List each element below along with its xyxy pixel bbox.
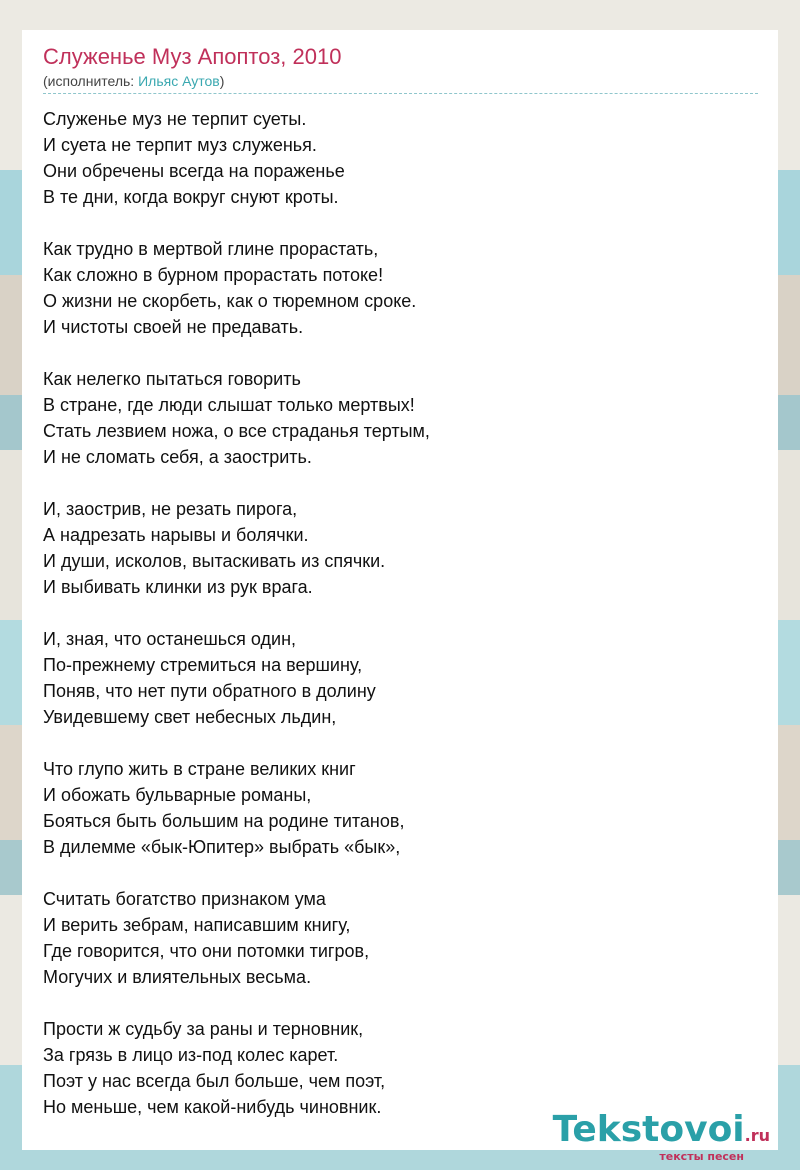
lyric-line: Где говорится, что они потомки тигров, <box>43 941 370 961</box>
stanza <box>43 1016 743 1120</box>
stanza <box>43 756 743 860</box>
lyric-line: И не сломать себя, а заострить. <box>43 447 312 467</box>
lyric-line: О жизни не скорбеть, как о тюремном сроке. <box>43 291 417 311</box>
stanza <box>43 496 743 600</box>
stanza <box>43 106 743 210</box>
lyric-line: Как нелегко пытаться говорить <box>43 369 301 389</box>
lyric-line: Они обречены всегда на пораженье <box>43 161 345 181</box>
lyric-line: Прости ж судьбу за раны и терновник, <box>43 1019 364 1039</box>
lyric-line: И суета не терпит муз служенья. <box>43 135 317 155</box>
stanza <box>43 366 743 470</box>
stanza <box>43 626 743 730</box>
lyric-line: И, зная, что останешься один, <box>43 629 297 649</box>
lyric-line: Что глупо жить в стране великих книг <box>43 759 356 779</box>
stanza <box>43 886 743 990</box>
lyric-line: И верить зебрам, написавшим книгу, <box>43 915 351 935</box>
lyrics-card <box>22 30 778 1163</box>
lyric-line: В те дни, когда вокруг снуют кроты. <box>43 187 339 207</box>
performer-prefix: (исполнитель: <box>43 73 139 89</box>
performer-line <box>43 73 224 89</box>
lyric-line: Служенье муз не терпит суеты. <box>43 109 307 129</box>
logo-tagline: тексты песен <box>659 1150 744 1163</box>
performer-link[interactable]: Ильяс Аутов <box>138 73 220 89</box>
title-divider <box>43 93 758 94</box>
lyric-line: Но меньше, чем какой-нибудь чиновник. <box>43 1097 382 1117</box>
lyrics-body <box>43 106 743 1146</box>
lyric-line: В дилемме «бык-Юпитер» выбрать «бык», <box>43 837 401 857</box>
stanza <box>43 236 743 340</box>
lyric-line: И души, исколов, вытаскивать из спячки. <box>43 551 386 571</box>
logo-tld: .ru <box>744 1126 770 1145</box>
lyric-line: Считать богатство признаком ума <box>43 889 326 909</box>
lyric-line: Стать лезвием ножа, о все страданья тертым, <box>43 421 430 441</box>
lyric-line: По-прежнему стремиться на вершину, <box>43 655 363 675</box>
logo-name: Tekstovoi <box>552 1109 745 1150</box>
performer-suffix: ) <box>219 73 225 89</box>
lyric-line: Поэт у нас всегда был больше, чем поэт, <box>43 1071 386 1091</box>
lyric-line: Бояться быть большим на родине титанов, <box>43 811 405 831</box>
lyric-line: Поняв, что нет пути обратного в долину <box>43 681 376 701</box>
lyric-line: И обожать бульварные романы, <box>43 785 312 805</box>
lyric-line: Как сложно в бурном прорастать потоке! <box>43 265 384 285</box>
song-title: Служенье Муз Апоптоз, 2010 <box>43 44 342 69</box>
lyric-line: Как трудно в мертвой глине прорастать, <box>43 239 379 259</box>
lyric-line: И выбивать клинки из рук врага. <box>43 577 313 597</box>
lyric-line: И, заострив, не резать пирога, <box>43 499 298 519</box>
lyric-line: За грязь в лицо из-под колес карет. <box>43 1045 339 1065</box>
lyric-line: В стране, где люди слышат только мертвых! <box>43 395 415 415</box>
lyric-line: Увидевшему свет небесных льдин, <box>43 707 337 727</box>
lyric-line: А надрезать нарывы и болячки. <box>43 525 309 545</box>
lyric-line: И чистоты своей не предавать. <box>43 317 304 337</box>
lyric-line: Могучих и влиятельных весьма. <box>43 967 312 987</box>
site-logo[interactable] <box>552 1109 770 1163</box>
